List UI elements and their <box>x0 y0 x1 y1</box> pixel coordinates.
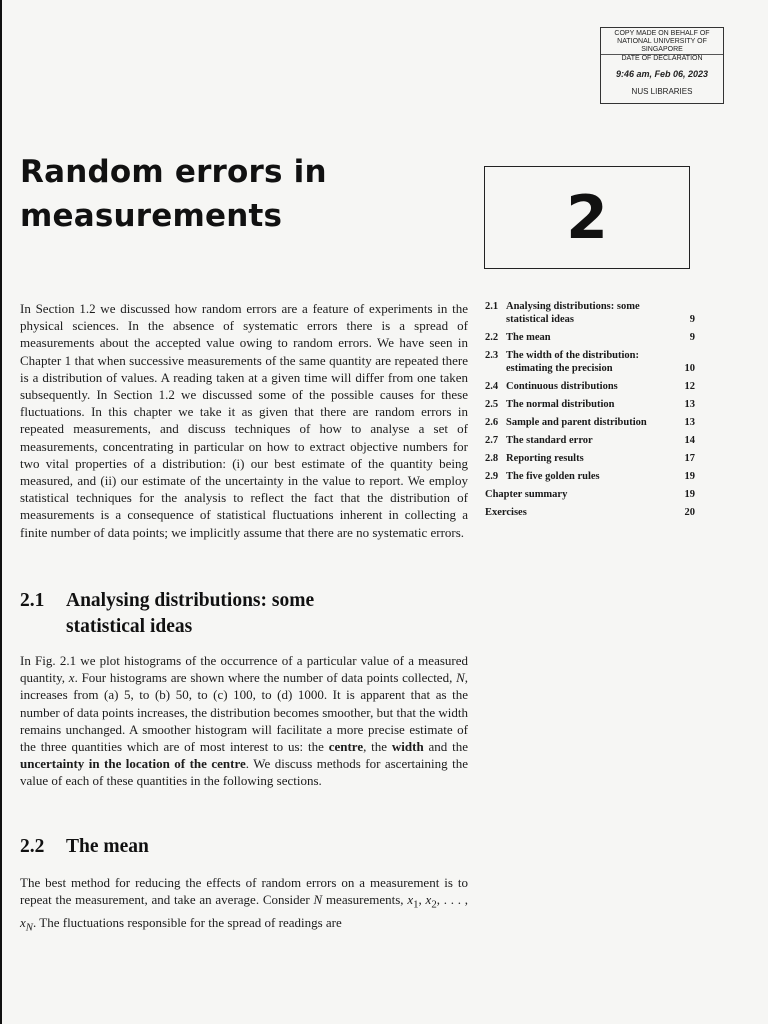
toc-number: 2.8 <box>485 453 499 464</box>
stamp-line-2: NATIONAL UNIVERSITY OF SINGAPORE <box>617 38 707 53</box>
subscript: N <box>25 921 34 934</box>
toc-page: 13 <box>684 417 695 428</box>
chapter-title-line-1: Random errors in <box>20 154 327 190</box>
section-title: The mean <box>66 836 149 857</box>
section-number: 2.1 <box>20 590 45 611</box>
text-run: In Fig. 2.1 we plot histograms of the occurrence of a particular value of a measured quantity, <box>20 653 468 686</box>
math-N: N <box>456 670 465 686</box>
chapter-title <box>20 150 460 238</box>
toc-item[interactable] <box>485 398 695 411</box>
toc-item[interactable] <box>485 416 695 429</box>
toc-number: 2.4 <box>485 381 499 392</box>
text-run: , . . . , <box>436 892 469 908</box>
text-run: . We discuss methods for ascertaining the value of each of these quantities in the following sections. <box>20 756 468 789</box>
chapter-number-box <box>484 166 690 269</box>
toc-number: 2.9 <box>485 471 499 482</box>
toc-page: 19 <box>684 471 695 482</box>
toc-page: 17 <box>684 453 695 464</box>
stamp-line-1: COPY MADE ON BEHALF OF <box>614 30 710 37</box>
text-run: , <box>418 892 426 908</box>
toc-title: Analysing distributions: some statistical ideas <box>506 301 640 325</box>
toc-title: The mean <box>506 332 551 343</box>
toc-number: 2.5 <box>485 399 499 410</box>
toc-title: The standard error <box>506 435 593 446</box>
toc-item[interactable] <box>485 488 695 501</box>
toc-number: 2.6 <box>485 417 499 428</box>
toc-item[interactable] <box>485 331 695 344</box>
toc-number: 2.7 <box>485 435 499 446</box>
toc-title: Continuous distributions <box>506 381 618 392</box>
section-2-2-paragraph <box>20 874 468 937</box>
toc-item[interactable] <box>485 300 695 326</box>
toc-number: 2.3 <box>485 350 499 361</box>
subscript: 2 <box>431 898 437 911</box>
toc-title: The five golden rules <box>506 471 600 482</box>
toc-title: Exercises <box>485 507 527 518</box>
term-uncertainty: uncertainty in the location of the centre <box>20 756 246 772</box>
text-run: and the <box>423 739 468 755</box>
toc-item[interactable] <box>485 380 695 393</box>
math-N: N <box>313 892 323 908</box>
text-run: . Four histograms are shown where the number of data points collected, <box>74 670 457 686</box>
toc-page: 9 <box>689 332 695 343</box>
chapter-number: 2 <box>566 182 608 253</box>
section-number: 2.2 <box>20 836 45 857</box>
toc-page: 12 <box>684 381 695 392</box>
text-run: . The fluctuations responsible for the spread of readings are <box>33 915 342 930</box>
stamp-library: NUS LIBRARIES <box>631 87 693 96</box>
stamp-time: 9:46 am, Feb 06, 2023 <box>615 69 709 79</box>
toc-page: 13 <box>684 399 695 410</box>
toc-page: 20 <box>684 507 695 518</box>
section-title-line-2: statistical ideas <box>66 616 193 637</box>
toc-item[interactable] <box>485 434 695 447</box>
toc-title: Chapter summary <box>485 489 568 500</box>
library-copy-stamp <box>600 27 724 104</box>
toc-number: 2.2 <box>485 332 499 343</box>
term-centre: centre <box>328 739 364 755</box>
text-run: The best method for reducing the effects of random errors on a measurement is to repeat the measurement, and take an average. Consider <box>20 875 468 908</box>
intro-paragraph: In Section 1.2 we discussed how random errors are a feature of experiments in the physical sciences. In the absence of systematic errors there is a spread of measurements about the accepted value owing to random errors. We have seen in Chapter 1 that when successive measurements of the same quantity are repeated there is a distribution of values. A reading taken at a given time will differ from one taken subsequently. In Section 1.2 we discussed some of the possible causes for these fluctuations. In this chapter we take it as given that there are random errors in repeated measurements, and discuss techniques of how to analyse a set of measurements, concentrating in particular on how to extract objective numbers for two vital properties of a distribution: (i) our best estimate of the quantity being measured, and (ii) our estimate of the uncertainty in the value to report. We employ statistical techniques for the analysis to reflect the fact that the distribution of measurements is a consequence of statistical fluctuations inherent in collecting a finite number of data points; we implicitly assume that there are no systematic errors. <box>20 301 468 540</box>
math-x: x <box>68 670 75 686</box>
term-width: width <box>391 739 424 755</box>
toc-page: 9 <box>689 314 695 325</box>
chapter-title-line-2: measurements <box>20 198 283 234</box>
section-2-1-paragraph <box>20 652 468 790</box>
toc-title: Sample and parent distribution <box>506 417 647 428</box>
section-2-2-heading <box>20 834 149 860</box>
math-x: x <box>407 892 414 908</box>
toc-page: 19 <box>684 489 695 500</box>
stamp-line-3: DATE OF DECLARATION <box>601 54 723 63</box>
toc-title: The normal distribution <box>506 399 615 410</box>
toc-item[interactable] <box>485 470 695 483</box>
toc-page: 10 <box>684 363 695 374</box>
math-x: x <box>425 892 432 908</box>
toc-page: 14 <box>684 435 695 446</box>
book-page <box>2 0 768 1024</box>
math-x: x <box>20 915 26 930</box>
toc-item[interactable] <box>485 349 695 375</box>
toc-number: 2.1 <box>485 301 499 312</box>
section-title-line-1: Analysing distributions: some <box>66 590 315 611</box>
subscript: 1 <box>413 898 419 911</box>
chapter-contents <box>485 300 695 524</box>
text-run: , increases from (a) 5, to (b) 50, to (c) 100, to (d) 1000. It is apparent that as the number of data points increases, the distribution becomes smoother, but that the width remains unchanged. A smoother histogram will facilitate a more precise estimate of the three quantities which are of most interest to us: the <box>20 670 468 755</box>
toc-item[interactable] <box>485 506 695 519</box>
text-run: , the <box>363 739 392 755</box>
toc-title: The width of the distribution: estimating the precision <box>506 350 640 374</box>
section-2-1-heading <box>20 588 314 640</box>
toc-title: Reporting results <box>506 453 584 464</box>
toc-item[interactable] <box>485 452 695 465</box>
text-run: measurements, <box>322 892 408 908</box>
